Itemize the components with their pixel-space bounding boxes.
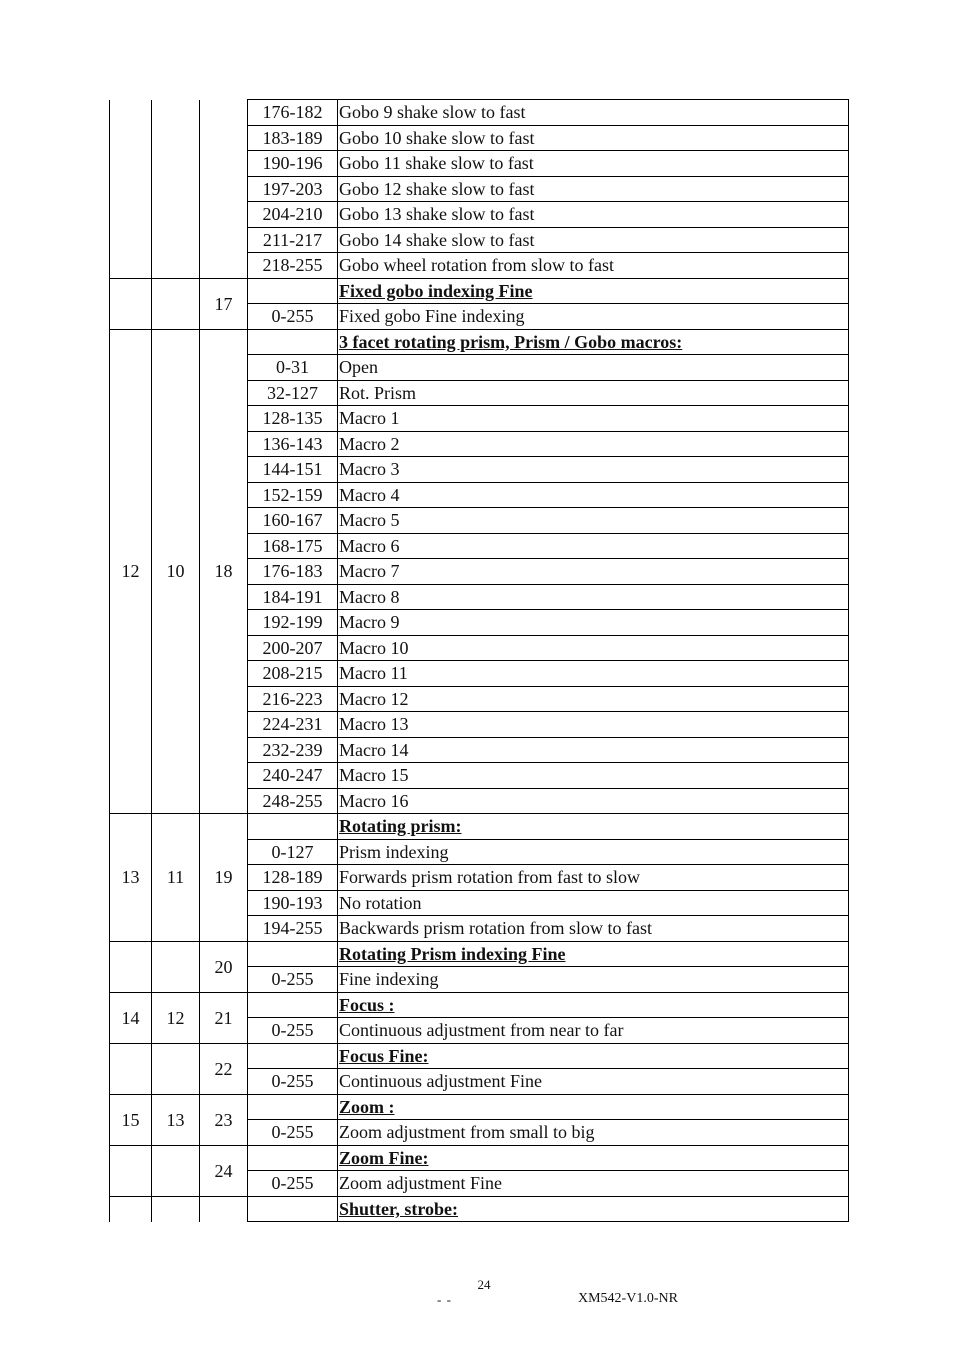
- mode-a-channel-cell: [110, 1145, 152, 1196]
- mode-c-channel-cell: 21: [200, 992, 248, 1043]
- dmx-value-cell: 0-255: [248, 304, 338, 330]
- table-row: [110, 1145, 849, 1171]
- function-description-cell: Backwards prism rotation from slow to fast: [338, 916, 849, 942]
- mode-a-channel-cell: [110, 941, 152, 992]
- table-row: [110, 100, 849, 126]
- dmx-value-cell: 0-255: [248, 1120, 338, 1146]
- page-number: 24: [477, 1277, 491, 1292]
- dmx-value-cell: [248, 1043, 338, 1069]
- mode-b-channel-cell: [152, 278, 200, 329]
- function-description-cell: Macro 9: [338, 610, 849, 636]
- dmx-value-cell: 0-255: [248, 1069, 338, 1095]
- dmx-value-cell: 224-231: [248, 712, 338, 738]
- dmx-value-cell: 144-151: [248, 457, 338, 483]
- table-row: [110, 814, 849, 840]
- function-heading-cell: Rotating Prism indexing Fine: [338, 941, 849, 967]
- function-description-cell: Gobo 10 shake slow to fast: [338, 125, 849, 151]
- function-description-cell: Macro 12: [338, 686, 849, 712]
- dmx-value-cell: 128-189: [248, 865, 338, 891]
- dmx-value-cell: 197-203: [248, 176, 338, 202]
- dmx-value-cell: 190-193: [248, 890, 338, 916]
- dmx-value-cell: 136-143: [248, 431, 338, 457]
- dmx-value-cell: 0-255: [248, 1171, 338, 1197]
- dmx-value-cell: [248, 278, 338, 304]
- mode-a-channel-cell: [110, 100, 152, 279]
- table-row: [110, 992, 849, 1018]
- function-heading-cell: Focus :: [338, 992, 849, 1018]
- function-description-cell: Forwards prism rotation from fast to slow: [338, 865, 849, 891]
- mode-a-channel-cell: 12: [110, 329, 152, 814]
- dmx-value-cell: 194-255: [248, 916, 338, 942]
- function-description-cell: Fixed gobo Fine indexing: [338, 304, 849, 330]
- function-description-cell: Fine indexing: [338, 967, 849, 993]
- mode-a-channel-cell: [110, 1043, 152, 1094]
- function-description-cell: Continuous adjustment Fine: [338, 1069, 849, 1095]
- mode-c-channel-cell: 17: [200, 278, 248, 329]
- mode-b-channel-cell: [152, 100, 200, 279]
- dmx-value-cell: 128-135: [248, 406, 338, 432]
- table-row: [110, 1043, 849, 1069]
- mode-c-channel-cell: 19: [200, 814, 248, 942]
- mode-a-channel-cell: 14: [110, 992, 152, 1043]
- dmx-channel-table: [109, 99, 849, 1222]
- mode-b-channel-cell: 10: [152, 329, 200, 814]
- mode-b-channel-cell: [152, 1043, 200, 1094]
- function-description-cell: Macro 14: [338, 737, 849, 763]
- function-description-cell: Macro 10: [338, 635, 849, 661]
- mode-c-channel-cell: 20: [200, 941, 248, 992]
- dmx-value-cell: [248, 1145, 338, 1171]
- dmx-value-cell: 232-239: [248, 737, 338, 763]
- function-description-cell: Zoom adjustment Fine: [338, 1171, 849, 1197]
- mode-c-channel-cell: [200, 1196, 248, 1222]
- dmx-value-cell: 192-199: [248, 610, 338, 636]
- table-row: [110, 1196, 849, 1222]
- mode-b-channel-cell: [152, 1196, 200, 1222]
- dmx-value-cell: 0-31: [248, 355, 338, 381]
- mode-a-channel-cell: [110, 1196, 152, 1222]
- dmx-value-cell: 184-191: [248, 584, 338, 610]
- table-row: [110, 278, 849, 304]
- function-description-cell: Macro 13: [338, 712, 849, 738]
- dmx-value-cell: [248, 814, 338, 840]
- mode-b-channel-cell: 11: [152, 814, 200, 942]
- dmx-value-cell: 200-207: [248, 635, 338, 661]
- dmx-value-cell: 168-175: [248, 533, 338, 559]
- function-description-cell: Gobo 13 shake slow to fast: [338, 202, 849, 228]
- dmx-value-cell: [248, 941, 338, 967]
- dmx-value-cell: 0-127: [248, 839, 338, 865]
- dmx-value-cell: [248, 1094, 338, 1120]
- function-heading-cell: Fixed gobo indexing Fine: [338, 278, 849, 304]
- mode-a-channel-cell: 15: [110, 1094, 152, 1145]
- function-description-cell: Gobo 14 shake slow to fast: [338, 227, 849, 253]
- table-row: [110, 941, 849, 967]
- function-description-cell: Zoom adjustment from small to big: [338, 1120, 849, 1146]
- table-row: [110, 329, 849, 355]
- dmx-value-cell: 211-217: [248, 227, 338, 253]
- table-row: [110, 1094, 849, 1120]
- function-heading-cell: Shutter, strobe:: [338, 1196, 849, 1222]
- dmx-value-cell: 208-215: [248, 661, 338, 687]
- function-heading-cell: Zoom :: [338, 1094, 849, 1120]
- function-description-cell: Macro 2: [338, 431, 849, 457]
- function-description-cell: Macro 15: [338, 763, 849, 789]
- dmx-value-cell: 32-127: [248, 380, 338, 406]
- function-description-cell: Macro 11: [338, 661, 849, 687]
- dmx-value-cell: [248, 1196, 338, 1222]
- dmx-value-cell: 176-182: [248, 100, 338, 126]
- dmx-value-cell: 248-255: [248, 788, 338, 814]
- function-heading-cell: 3 facet rotating prism, Prism / Gobo macros:: [338, 329, 849, 355]
- dmx-value-cell: 183-189: [248, 125, 338, 151]
- function-description-cell: Macro 1: [338, 406, 849, 432]
- dmx-value-cell: 216-223: [248, 686, 338, 712]
- dmx-value-cell: 190-196: [248, 151, 338, 177]
- function-heading-cell: Zoom Fine:: [338, 1145, 849, 1171]
- function-description-cell: Rot. Prism: [338, 380, 849, 406]
- mode-c-channel-cell: 24: [200, 1145, 248, 1196]
- footer-dashes: - -: [437, 1292, 452, 1307]
- function-description-cell: Open: [338, 355, 849, 381]
- mode-c-channel-cell: 22: [200, 1043, 248, 1094]
- function-description-cell: Prism indexing: [338, 839, 849, 865]
- dmx-table-body: [110, 100, 849, 1222]
- mode-c-channel-cell: 23: [200, 1094, 248, 1145]
- dmx-value-cell: 160-167: [248, 508, 338, 534]
- mode-c-channel-cell: 18: [200, 329, 248, 814]
- document-code: XM542-V1.0-NR: [578, 1291, 678, 1306]
- function-description-cell: Gobo wheel rotation from slow to fast: [338, 253, 849, 279]
- dmx-value-cell: 176-183: [248, 559, 338, 585]
- dmx-value-cell: [248, 992, 338, 1018]
- function-description-cell: Macro 3: [338, 457, 849, 483]
- function-description-cell: Gobo 9 shake slow to fast: [338, 100, 849, 126]
- function-heading-cell: Rotating prism:: [338, 814, 849, 840]
- mode-c-channel-cell: [200, 100, 248, 279]
- function-description-cell: Gobo 11 shake slow to fast: [338, 151, 849, 177]
- function-description-cell: No rotation: [338, 890, 849, 916]
- mode-b-channel-cell: 13: [152, 1094, 200, 1145]
- dmx-value-cell: 152-159: [248, 482, 338, 508]
- dmx-value-cell: 0-255: [248, 967, 338, 993]
- mode-a-channel-cell: 13: [110, 814, 152, 942]
- mode-b-channel-cell: 12: [152, 992, 200, 1043]
- function-description-cell: Macro 16: [338, 788, 849, 814]
- mode-b-channel-cell: [152, 941, 200, 992]
- function-description-cell: Macro 7: [338, 559, 849, 585]
- function-description-cell: Continuous adjustment from near to far: [338, 1018, 849, 1044]
- dmx-value-cell: 240-247: [248, 763, 338, 789]
- function-description-cell: Macro 6: [338, 533, 849, 559]
- function-description-cell: Macro 5: [338, 508, 849, 534]
- dmx-value-cell: 0-255: [248, 1018, 338, 1044]
- dmx-value-cell: [248, 329, 338, 355]
- function-description-cell: Gobo 12 shake slow to fast: [338, 176, 849, 202]
- mode-a-channel-cell: [110, 278, 152, 329]
- function-description-cell: Macro 4: [338, 482, 849, 508]
- mode-b-channel-cell: [152, 1145, 200, 1196]
- function-description-cell: Macro 8: [338, 584, 849, 610]
- dmx-value-cell: 204-210: [248, 202, 338, 228]
- function-heading-cell: Focus Fine:: [338, 1043, 849, 1069]
- dmx-value-cell: 218-255: [248, 253, 338, 279]
